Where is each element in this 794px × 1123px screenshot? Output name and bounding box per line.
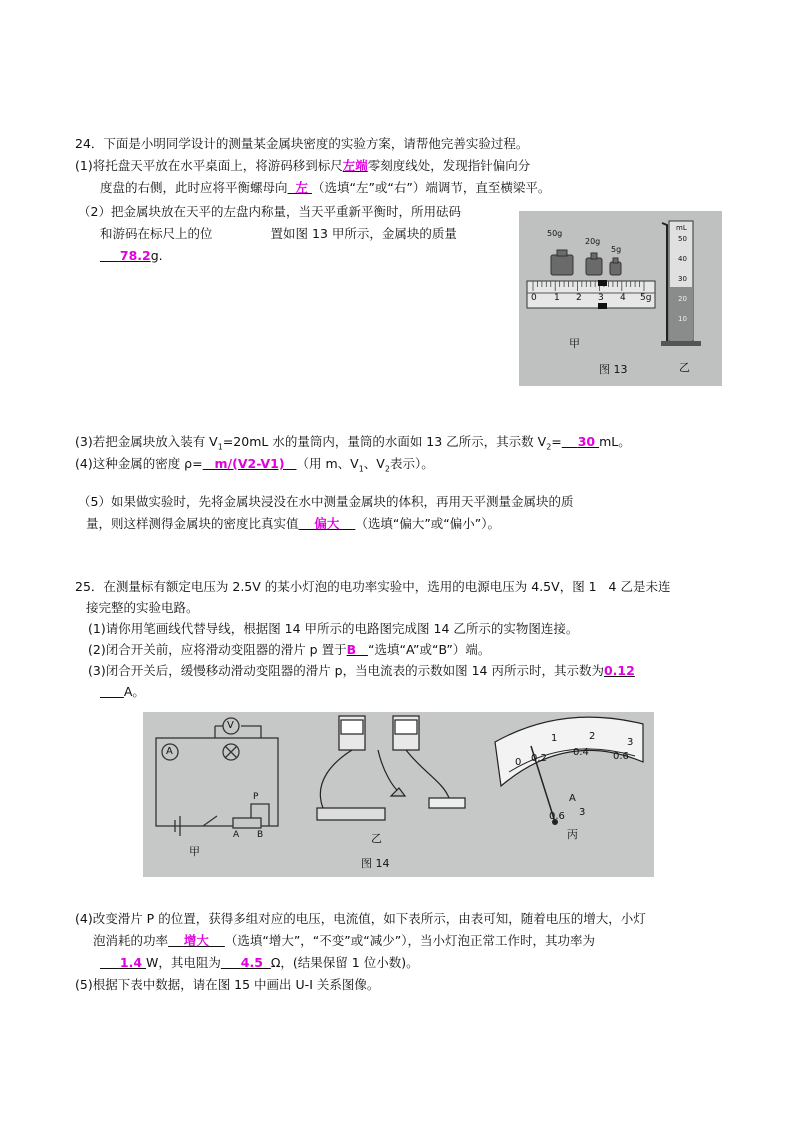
- q24-part1-line2: [100, 179, 550, 197]
- q25-p4-text-d: W，其电阻为: [146, 955, 221, 970]
- q25-p3-unit: A。: [123, 684, 145, 699]
- ruler-tick-1: 1: [554, 293, 560, 303]
- weight-50g: [551, 255, 573, 275]
- circuit-ammeter-label: A: [166, 746, 173, 757]
- q24-p3-text-b: =20mL 水的量筒内，量筒的水面如 13 乙所示，其示数 V: [222, 434, 547, 449]
- q24-p5-text-c: （选填“偏大”或“偏小”）。: [355, 516, 500, 531]
- q25-p4-answer-1: 增大: [183, 933, 209, 948]
- terminal-3: 3: [579, 807, 586, 818]
- meter-tick-0-4: 0.4: [573, 747, 589, 758]
- q24-p3-line: [75, 433, 631, 457]
- cylinder-lip: [662, 223, 667, 341]
- q25-title-b: 4 乙是未连: [608, 579, 671, 594]
- figure-13-label-jia: 甲: [569, 337, 580, 350]
- q24-p3-unit: mL。: [599, 434, 631, 449]
- q25-p4-blank-1: [168, 933, 225, 948]
- q25-p2-blank: [347, 642, 368, 657]
- ruler-tick-0: 0: [531, 293, 537, 303]
- q24-p5-answer: 偏大: [314, 516, 340, 531]
- meter-top-2: 2: [589, 731, 596, 742]
- q25-p4-text-b: 泡消耗的功率: [93, 933, 169, 948]
- q24-p1-text-c: 度盘的右侧，此时应将平衡螺母向: [100, 180, 288, 195]
- meter-top-1: 1: [551, 733, 558, 744]
- q24-p2-line1: （2）把金属块放在天平的左盘内称量，当天平重新平衡时，所用砝码: [78, 204, 461, 219]
- weight-50g-knob: [557, 250, 567, 256]
- weight-label-5g: 5g: [611, 245, 622, 254]
- q24-p3-text-c: =: [551, 434, 562, 449]
- rider-top: [598, 280, 607, 286]
- circuit-end-b: B: [257, 830, 264, 840]
- q25-title-a: 25．在测量标有额定电压为 2.5V 的某小灯泡的电功率实验中，选用的电源电压为 4.5V，图 1: [75, 579, 597, 594]
- meter-tick-0: 0: [515, 757, 522, 768]
- q25-p4-text-c: （选填“增大”，“不变”或“减少”），当小灯泡正常工作时，其功率为: [224, 933, 595, 948]
- q24-p3-blank: [562, 434, 599, 449]
- figure-14-label-yi: 乙: [371, 832, 382, 845]
- meter-top-3: 3: [627, 737, 634, 748]
- q25-p5: (5)根据下表中数据，请在图 15 中画出 U-I 关系图像。: [75, 977, 380, 992]
- q24-p5-blank: [299, 516, 356, 531]
- q24-p4-text-b: （用 m、V: [296, 456, 359, 471]
- figure-14-label-bing: 丙: [567, 828, 578, 841]
- q24-p1-answer-1: 左端: [342, 158, 368, 173]
- q25-p4-answer-2: 1.4: [119, 955, 143, 970]
- figure-13: [519, 211, 722, 386]
- ruler-tick-4: 4: [620, 293, 626, 303]
- q25-p2-answer: B: [346, 642, 357, 657]
- q24-p3-sub-2: 2: [546, 442, 552, 452]
- apparatus: [317, 716, 465, 820]
- figure-14-drawing: [143, 712, 654, 877]
- meter-unit: A: [569, 793, 576, 804]
- q24-part1-line1: [75, 157, 530, 175]
- weight-20g-knob: [591, 253, 597, 259]
- q24-p2-blank: [100, 248, 151, 263]
- cylinder-unit: mL: [676, 224, 687, 232]
- weight-20g: [586, 258, 602, 275]
- q24-p1-text-a: (1)将托盘天平放在水平桌面上，将游码移到标尺: [75, 158, 343, 173]
- meter-tick-0-2: 0.2: [531, 753, 547, 764]
- figure-13-caption: 图 13: [599, 363, 628, 376]
- meter-tick-0-6: 0.6: [613, 751, 629, 762]
- q24-p4-answer: m/(V2-V1): [214, 456, 285, 471]
- figure-14-caption: 图 14: [361, 857, 390, 870]
- q24-p5-line2: [86, 515, 500, 533]
- cylinder-tick-10: 10: [678, 315, 687, 323]
- q24-p4-line: (4)这种金属的密度 ρ= m/(V2-V1) （用 m、$V_1$、$V_2$表示）。: [75, 456, 434, 474]
- q24-p5-line1: （5）如果做实验时，先将金属块浸没在水中测量金属块的体积，再用天平测量金属块的质: [78, 494, 574, 509]
- q24-p1-text-b: 零刻度线处，发现指针偏向分: [367, 158, 531, 173]
- q25-p4-blank-3: [221, 955, 271, 970]
- ruler-tick-3: 3: [598, 293, 604, 303]
- q25-p1: (1)请你用笔画线代替导线，根据图 14 甲所示的电路图完成图 14 乙所示的实物图连接。: [88, 621, 579, 636]
- q24-p2-line3: [100, 247, 163, 265]
- q24-p4-text-a: (4)这种金属的密度 ρ=: [75, 456, 203, 471]
- cylinder-tick-20: 20: [678, 295, 687, 303]
- q24-p3-answer: 30: [577, 434, 596, 449]
- q25-p4-line2: [93, 932, 595, 950]
- q24-p2-text-b: 和游码在标尺上的位: [100, 226, 213, 241]
- weight-label-20g: 20g: [585, 237, 601, 246]
- q25-title-line2: 接完整的实验电路。: [86, 600, 199, 615]
- q25-title-line1: [75, 578, 670, 596]
- weight-5g-knob: [613, 258, 618, 263]
- q24-p2-text-c: 置如图 13 甲所示，金属块的质量: [270, 226, 457, 241]
- q25-p3-answer: 0.12: [603, 663, 635, 678]
- q25-p3-line1: [88, 662, 635, 680]
- q25-p4-line1: (4)改变滑片 P 的位置，获得多组对应的电压，电流值，如下表所示，由表可知，随着电压的增大，小灯: [75, 911, 646, 926]
- q25-p4-text-e: Ω，(结果保留 1 位小数)。: [270, 955, 419, 970]
- q25-p4-answer-3: 4.5: [240, 955, 263, 970]
- q25-p4-line3: [100, 954, 419, 972]
- figure-13-label-yi: 乙: [679, 361, 690, 374]
- q24-p2-unit: g.: [150, 248, 163, 263]
- q25-p2-text-a: (2)闭合开关前，应将滑动变阻器的滑片 p 置于: [88, 642, 347, 657]
- q24-p2-answer: 78.2: [119, 248, 151, 263]
- figure-14-label-jia: 甲: [189, 845, 200, 858]
- q24-p1-text-d: （选填“左”或“右”）端调节，直至横梁平。: [311, 180, 551, 195]
- cylinder-tick-50: 50: [678, 235, 687, 243]
- q25-p3-text-a: (3)闭合开关后，缓慢移动滑动变阻器的滑片 p，当电流表的示数如图 14 丙所示时，其示数为: [88, 663, 604, 678]
- ruler-tick-2: 2: [576, 293, 582, 303]
- cylinder-base: [661, 341, 701, 346]
- q24-title: 24．下面是小明同学设计的测量某金属块密度的实验方案，请帮他完善实验过程。: [75, 136, 529, 151]
- q25-p2-line: [88, 641, 490, 659]
- circuit-diagram: [156, 718, 278, 836]
- figure-14: [143, 712, 654, 877]
- weight-5g: [610, 262, 621, 275]
- q24-p3-sub-1: 1: [217, 442, 223, 452]
- cylinder-tick-30: 30: [678, 275, 687, 283]
- q25-p3-line2: [100, 683, 145, 701]
- q25-p4-blank-2: [100, 955, 146, 970]
- q24-p5-text-b: 量，则这样测得金属块的密度比真实值: [86, 516, 299, 531]
- q24-p1-answer-2: 左: [295, 180, 308, 195]
- circuit-voltmeter-label: V: [227, 720, 234, 731]
- q24-p4-text-b2: 、V: [363, 456, 385, 471]
- q24-p2-line2: [100, 225, 457, 243]
- q24-p3-text-a: (3)若把金属块放入装有 V: [75, 434, 218, 449]
- cylinder-tick-40: 40: [678, 255, 687, 263]
- weight-label-50g: 50g: [547, 229, 563, 238]
- q24-p4-text-b3: 表示）。: [389, 456, 434, 471]
- q25-p3-blank: [100, 684, 124, 699]
- ruler-tick-5g: 5g: [640, 293, 652, 303]
- terminal-0-6: 0.6: [549, 811, 565, 822]
- q24-p4-blank: [203, 456, 297, 471]
- q25-p2-text-b: “选填“A”或“B”）端。: [368, 642, 491, 657]
- circuit-end-a: A: [233, 830, 240, 840]
- circuit-slider-label: P: [253, 792, 259, 802]
- q24-p1-blank-2: [288, 180, 312, 195]
